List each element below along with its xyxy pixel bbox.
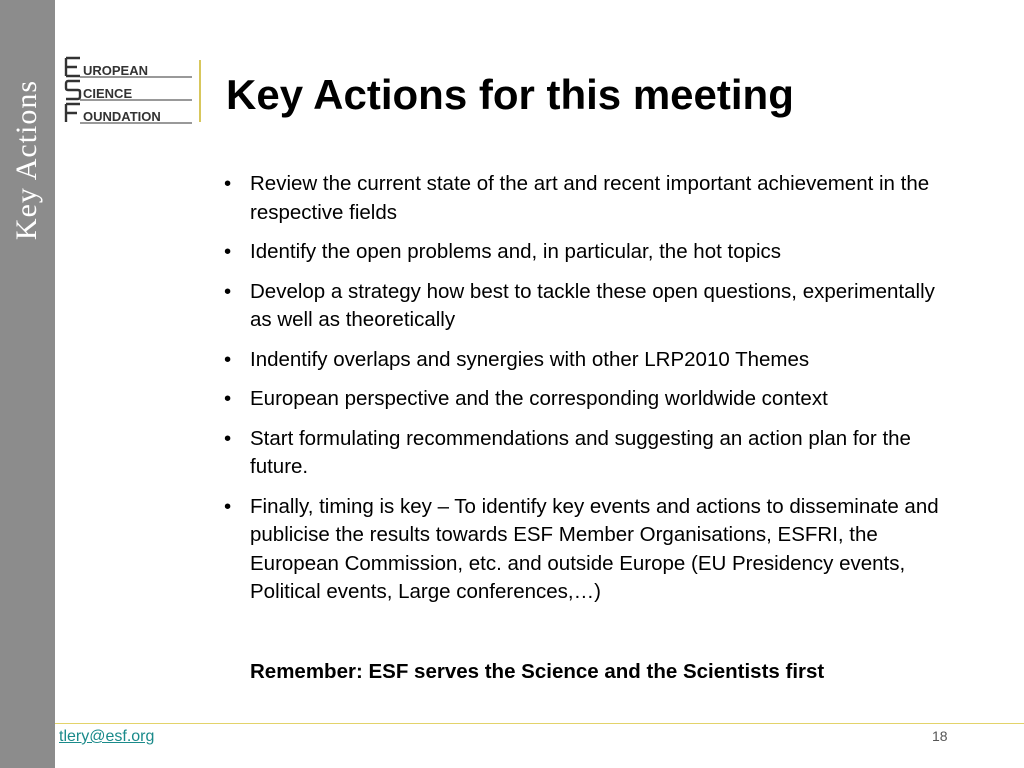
- bullet-item: [222, 238, 962, 267]
- side-band: [0, 0, 55, 768]
- bullet-list: [222, 170, 962, 618]
- logo-divider: [199, 60, 201, 122]
- bullet-text: European perspective and the corresponding worldwide context: [250, 387, 828, 410]
- logo-line-3: OUNDATION: [83, 109, 161, 124]
- footer-divider: [55, 723, 1024, 724]
- bullet-text: Identify the open problems and, in particular, the hot topics: [250, 240, 782, 263]
- bullet-item: [222, 278, 962, 335]
- bullet-text: Finally, timing is key – To identify key events and actions to disseminate and publicise the results towards ESF Member Organisations, ESFRI, the European Commission, etc. and outside Europe (EU Presidency events, Political events, Large conferences,…): [250, 494, 939, 603]
- bullet-item: [222, 346, 962, 375]
- bullet-text: Indentify overlaps and synergies with other LRP2010 Themes: [250, 347, 810, 371]
- bullet-item: [222, 425, 962, 482]
- bullet-item: [222, 385, 962, 414]
- logo-letter-s: [66, 81, 80, 99]
- logo-letter-f: [66, 104, 80, 122]
- logo-line-1: UROPEAN: [83, 63, 149, 78]
- bullet-icon: •: [224, 494, 232, 518]
- bullet-text: Review the current state of the art and recent important achievement in the respective fields: [250, 172, 930, 224]
- bullet-item: [222, 170, 962, 227]
- logo-line-2: CIENCE: [83, 86, 133, 101]
- bullet-icon: •: [224, 172, 232, 195]
- bullet-icon: •: [224, 347, 232, 371]
- bullet-item: [222, 493, 962, 607]
- bullet-icon: •: [224, 279, 232, 303]
- page-number: 18: [932, 728, 948, 744]
- logo-letter-e: [66, 58, 80, 76]
- bullet-text: Develop a strategy how best to tackle these open questions, experimentally as well as theoretically: [250, 279, 935, 331]
- bullet-text: Start formulating recommendations and suggesting an action plan for the future.: [250, 426, 911, 478]
- footer-email-link[interactable]: tlery@esf.org: [59, 728, 155, 745]
- bullet-icon: •: [224, 387, 232, 410]
- slide-title: Key Actions for this meeting: [226, 71, 794, 118]
- side-section-label: Key Actions: [10, 79, 43, 241]
- bullet-icon: •: [224, 240, 232, 263]
- esf-logo: [64, 56, 204, 126]
- remember-note: Remember: ESF serves the Science and the Scientists first: [250, 660, 825, 683]
- bullet-icon: •: [224, 426, 232, 450]
